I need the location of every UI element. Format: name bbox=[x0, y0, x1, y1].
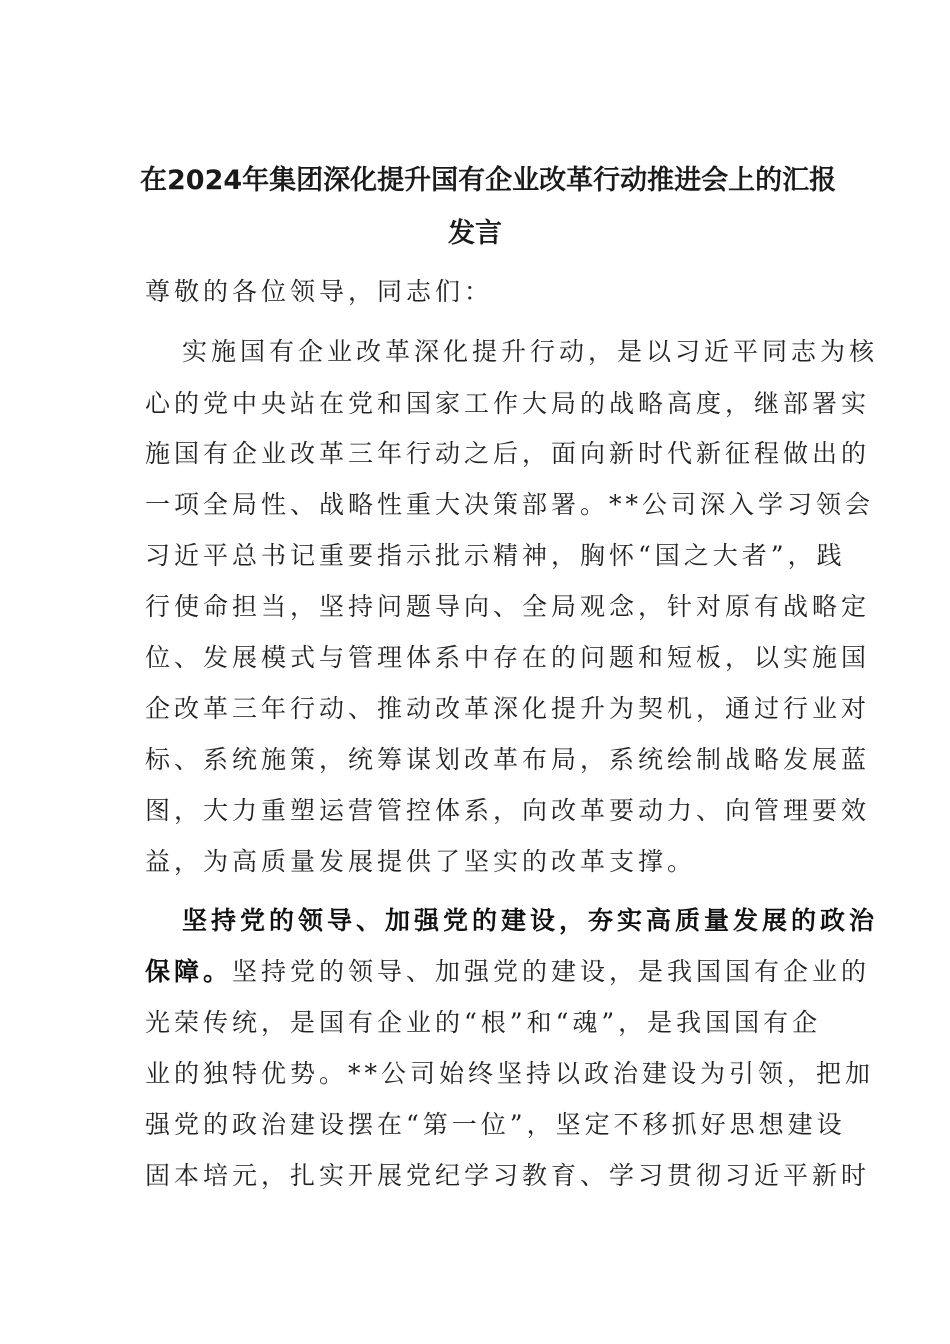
paragraph-2-text: 坚持党的领导、加强党的建设，是我国国有企业的 bbox=[232, 957, 871, 986]
paragraph-1-line: 习近平总书记重要指示批示精神，胸怀“国之大者”，践 bbox=[145, 541, 846, 570]
paragraph-1-line: 实施国有企业改革深化提升行动，是以习近平同志为核 bbox=[182, 337, 879, 366]
document-title-line-1: 在2024年集团深化提升国有企业改革行动推进会上的汇报 bbox=[140, 165, 837, 196]
paragraph-1-line: 一项全局性、战略性重大决策部署。**公司深入学习领会 bbox=[145, 490, 875, 519]
paragraph-1-line: 标、系统施策，统筹谋划改革布局，系统绘制战略发展蓝 bbox=[145, 745, 871, 774]
paragraph-2-line: 强党的政治建设摆在“第一位”，坚定不移抓好思想建设 bbox=[145, 1110, 846, 1139]
paragraph-1-line: 图，大力重塑运营管控体系，向改革要动力、向管理要效 bbox=[145, 796, 871, 825]
paragraph-1-line: 行使命担当，坚持问题导向、全局观念，针对原有战略定 bbox=[145, 592, 871, 621]
paragraph-1-line: 益，为高质量发展提供了坚实的改革支撑。 bbox=[145, 847, 697, 876]
document-title-line-2: 发言 bbox=[448, 218, 502, 249]
paragraph-1-line: 企改革三年行动、推动改革深化提升为契机，通过行业对 bbox=[145, 694, 871, 723]
paragraph-2-line: 光荣传统，是国有企业的“根”和“魂”，是我国国有企 bbox=[145, 1008, 822, 1037]
paragraph-2-line bbox=[145, 955, 871, 989]
paragraph-2-heading: 坚持党的领导、加强党的建设，夯实高质量发展的政治 bbox=[182, 906, 879, 935]
paragraph-1-line: 心的党中央站在党和国家工作大局的战略高度，继部署实 bbox=[145, 389, 871, 418]
salutation: 尊敬的各位领导，同志们： bbox=[145, 277, 494, 306]
paragraph-1-line: 位、发展模式与管理体系中存在的问题和短板，以实施国 bbox=[145, 643, 871, 672]
paragraph-2-line: 业的独特优势。**公司始终坚持以政治建设为引领，把加 bbox=[145, 1059, 875, 1088]
paragraph-2-line: 固本培元，扎实开展党纪学习教育、学习贯彻习近平新时 bbox=[145, 1161, 871, 1190]
paragraph-2-heading-end: 保障。 bbox=[145, 957, 233, 986]
paragraph-1-line: 施国有企业改革三年行动之后，面向新时代新征程做出的 bbox=[145, 439, 871, 468]
